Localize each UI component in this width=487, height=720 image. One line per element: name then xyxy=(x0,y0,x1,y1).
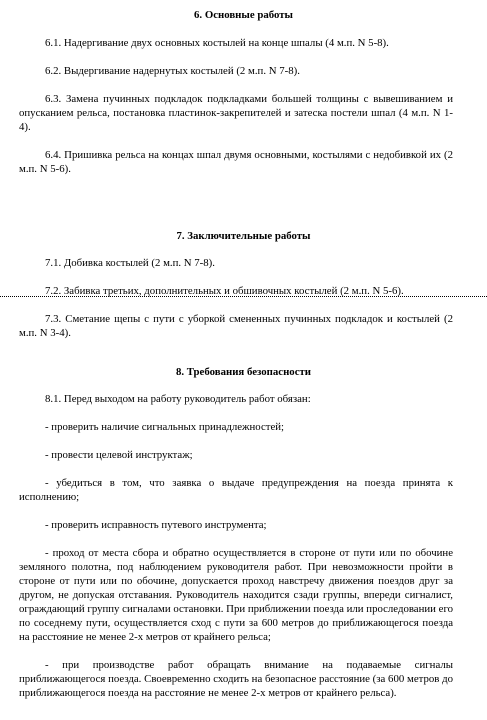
paragraph-8-1: 8.1. Перед выходом на работу руководитель работ обязан: xyxy=(45,393,311,405)
paragraph-7-3: 7.3. Сметание щепы с пути с уборкой смененных пучинных подкладок и костылей (2 м.п. N 3-4). xyxy=(19,313,453,339)
dotted-separator-line xyxy=(0,296,487,297)
paragraph-7-1: 7.1. Добивка костылей (2 м.п. N 7-8). xyxy=(45,257,215,269)
paragraph-6-3: 6.3. Замена пучинных подкладок подкладками большей толщины с вывешиванием и опусканием рельса, постановка пластинок-закрепителей и затеска постели шпал (4 м.п. N 1-4). xyxy=(19,93,453,133)
paragraph-7-2: 7.2. Забивка третьих, дополнительных и обшивочных костылей (2 м.п. N 5-6). xyxy=(45,285,404,297)
section-heading-safety-requirements: 8. Требования безопасности xyxy=(175,366,312,378)
section-heading-main-works: 6. Основные работы xyxy=(194,9,293,21)
list-item-warning-request-accepted: - убедиться в том, что заявка о выдаче предупреждения на поезда принята к исполнению; xyxy=(19,477,453,503)
paragraph-6-1: 6.1. Надергивание двух основных костылей на конце шпалы (4 м.п. N 5-8). xyxy=(45,37,389,49)
paragraph-6-2: 6.2. Выдергивание надернутых костылей (2 м.п. N 7-8). xyxy=(45,65,300,77)
list-item-approaching-train-signals: - при производстве работ обращать внимание на подаваемые сигналы приближающегося поезда. Своевременно сходить на безопасное расстояние (за 600 метров до приближающегося поезда на расстояние не менее 2-х метров от крайнего рельса). xyxy=(19,659,453,699)
section-heading-final-works: 7. Заключительные работы xyxy=(176,230,311,242)
list-item-targeted-briefing: - провести целевой инструктаж; xyxy=(45,449,193,461)
list-item-check-signal-equipment: - проверить наличие сигнальных принадлежностей; xyxy=(45,421,285,433)
list-item-walking-procedure: - проход от места сбора и обратно осуществляется в стороне от пути или по обочине земляного полотна, под наблюдением руководителя работ. При невозможности пройти в стороне от пути или по обочине, допускается проход навстречу движения поездов друг за другом, не допуская отставания. Руководитель находится сзади группы, впереди сигналист, ограждающий группу сигналами остановки. При приближении поезда или проследовании его по соседнему пути, осуществляется сход с пути за 600 метров до приближающегося поезда на расстояние не менее 2-х метров от крайнего рельса; xyxy=(19,547,453,643)
list-item-check-track-tools: - проверить исправность путевого инструмента; xyxy=(45,519,267,531)
paragraph-6-4: 6.4. Пришивка рельса на концах шпал двумя основными, костылями с недобивкой их (2 м.п. N 5-6). xyxy=(19,149,453,175)
